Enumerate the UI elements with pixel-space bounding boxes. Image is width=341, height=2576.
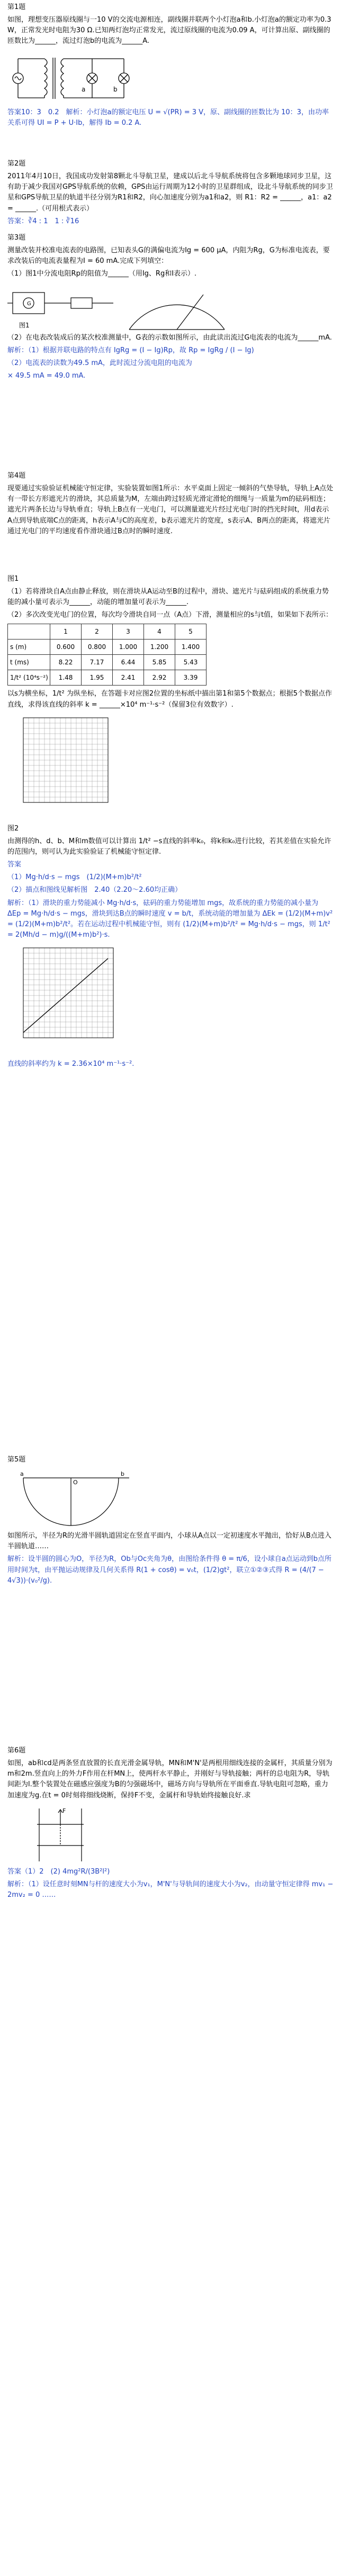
table-row [8,640,207,655]
question-4-answer-2: （2）描点和图线见解析图 2.40（2.20～2.60均正确） [7,886,182,894]
question-3 [7,233,334,383]
question-5-title: 第5题 [7,1456,26,1464]
question-4-sub2: （2）多次改变光电门的位置，每次均令滑块自同一点（A点）下滑，测量相应的s与t值，如果如下表所示： [7,611,333,619]
transformer-circuit-figure [7,49,140,107]
table-cell: 5.85 [144,655,175,670]
question-4 [7,471,334,1072]
question-6-answer-head: 答案（1）2 (2) 4mg²R/(3B²l²) [7,1867,110,1876]
table-cell: 1.95 [82,670,113,686]
question-1-answer: 答案10：3 0.2 解析：小灯泡a的额定电压 U = √(PR) = 3 V，原、副线圈的匝数比为 10：3，由功率关系可得 UI = P + U·Ib，解得 Ib = 0.2 A. [7,108,329,127]
answer-graph-figure [7,943,124,1059]
galvanometer-g-label: G [27,300,31,307]
question-2 [7,159,334,229]
question-4-sub4: 由测得的h、d、b、M和m数值可以计算出 1/t² −s直线的斜率k₀，将k和k₀进行比较，若其差值在实验允许的范围内，则可认为此实验验证了机械能守恒定律. [7,837,331,856]
lamp-b-label: b [113,85,118,93]
ammeter-figure [7,282,230,333]
question-4-answer-head: 答案 [7,861,22,869]
table-cell: 1.200 [144,640,175,655]
table-row [8,670,207,686]
empty-grid-figure [7,712,113,824]
question-3-answer-1: 解析：（1）根据并联电路的特点有 IgRg = (I − Ig)Rp，故 Rp = IgRg / (I − Ig) [7,346,254,354]
question-3-answer-2: （2）电流表的读数为49.5 mA，此时流过分流电阻的电流为 [7,359,192,367]
table-cell: 4 [144,624,175,640]
point-o-label: O [73,1479,78,1486]
table-cell: 2.92 [144,670,175,686]
rails-figure [7,1803,113,1867]
question-6-answer: 解析：（1）设任意时刻MN与杆的速度大小为v₁，M'N'与导轨间的速度大小为v₂，由动量守恒定律得 mv₁ − 2mv₂ = 0 …… [7,1880,334,1899]
figure-1-caption: 图1 [19,321,30,329]
table-cell: 2.41 [113,670,144,686]
lamp-a-label: a [82,85,86,93]
question-3-sub1: （1）图1中分流电阻Rp的阻值为______（用Ig、Rg和I表示）. [7,270,197,278]
table-cell: 7.17 [82,655,113,670]
table-row [8,655,207,670]
table-cell: t (ms) [8,655,50,670]
figure-1-label: 图1 [7,574,19,583]
table-cell: 3 [113,624,144,640]
table-cell: 1.400 [175,640,207,655]
table-cell [8,624,50,640]
question-5 [7,1455,334,1588]
table-cell: 2 [82,624,113,640]
question-4-title: 第4题 [7,472,26,480]
question-4-answer-1: （1）Mg·h/d·s − mgs (1/2)(M+m)b²/t² [7,873,142,882]
question-1 [7,2,334,131]
table-cell: 6.44 [113,655,144,670]
question-6-text: 如图，ab和cd是两条竖直放置的长直光滑金属导轨，MN和M'N'是两根用细线连接的金属杆，其质量分别为m和2m.竖直向上的外力F作用在杆MN上，使两杆水平静止，并刚好与导轨接触；两杆的总电阻为R，导轨间距为l.整个装置处在磁感应强度为B的匀强磁场中，磁场方向与导轨所在平面垂直.导轨电阻可忽略，重力加速度为g.在t = 0时刻将细线烧断，保持F不变，金属杆和导轨始终接触良好.求 [7,1759,333,1799]
question-3-sub2: （2）在电表改装成后的某次校准测量中，G表的示数如图所示，由此读出流过G电流表的电流为______mA. [7,333,332,342]
question-4-sub3: 以s为横坐标，1/t² 为纵坐标，在答题卡对应图2位置的坐标纸中描出第1和第5个数据点；根据5个数据点作直线，求得该直线的斜率 k = ______×10⁴ m⁻¹·s⁻²（保留3位有效数字）. [7,690,332,709]
question-4-text: 现要通过实验验证机械能守恒定律，实验装置如图1所示：水平桌面上固定一倾斜的气垫导轨，导轨上A点处有一带长方形遮光片的滑块，其总质量为M，左端由跨过轻质光滑定滑轮的细绳与一质量为m的砝码相连；遮光片两条长边与导轨垂直；导轨上B点有一光电门，可以测量遮光片经过光电门时的挡光时间t，用d表示A点到导轨底端C点的距离，h表示A与C的高度差，b表示遮光片的宽度，s表示A、B两点的距离，将遮光片通过光电门的平均速度看作滑块通过B点时的瞬时速度. [7,485,334,535]
question-5-text: 如图所示，半径为R的光滑半圆轨道固定在竖直平面内，小球从A点以一定初速度水平抛出，恰好从B点进入半圆轨道…… [7,1532,331,1551]
question-1-text: 如图，理想变压器原线圈与一10 V的交流电源相连，副线圈并联两个小灯泡a和b.小灯泡a的额定功率为0.3 W，正常发光时电阻为30 Ω.已知两灯泡均正常发光，流过原线圈的电流为0.09 A，可计算出原、副线圈的匝数比为______，流过灯泡b的电流为______A. [7,16,331,45]
table-cell: 5.43 [175,655,207,670]
force-f-label: F [62,1807,66,1814]
question-5-answer: 解析：设半圆的圆心为O，半径为R，Ob与Oc夹角为θ，由图给条件得 θ = π/6，设小球自a点运动到b点所用时间为t，由平抛运动规律及几何关系得 R(1 + cosθ) = v₀t，(1/2)gt²，联立①②③式得 R = (4/(7 − 4√3))·(v₀²/g). [7,1555,332,1585]
question-4-analysis: 解析：（1）滑块的重力势能减小 Mg·h/d·s，砝码的重力势能增加 mgs，故系统的重力势能的减小量为 ΔEp = Mg·h/d·s − mgs，滑块到达B点的瞬时速度 v = b/t，系统动能的增加量为 ΔEk = (1/2)(M+m)v² = (1/2)(M+m)b²/t²。若在运动过程中机械能守恒，则有 (1/2)(M+m)b²/t² = Mg·h/d·s − mgs，则 1/t² = 2(Mh/d − m)g/((M+m)b²)·s. [7,899,333,939]
measurement-table [7,624,207,686]
table-cell: 1.48 [50,670,82,686]
question-2-text: 2011年4月10日，我国成功发射第8颗北斗导航卫星，建成以后北斗导航系统将包含多颗地球同步卫星，这有助于减少我国对GPS导航系统的依赖，GPS由运行周期为12小时的卫星群组成，设北斗导航系统的同步卫星和GPS导航卫星的轨道半径分别为R1和R2，向心加速度分别为a1和a2，则 R1：R2 = ______，a1：a2 = ______.（可用根式表示） [7,172,333,213]
question-4-sub1: （1）若将滑块自A点由静止释放，则在滑块从A运动至B的过程中，滑块、遮光片与砝码组成的系统重力势能的减小量可表示为______，动能的增加量可表示为______. [7,587,329,607]
table-cell: 8.22 [50,655,82,670]
point-a-label: a [20,1470,24,1478]
question-1-title: 第1题 [7,3,26,11]
table-cell: 1/t² (10⁴s⁻²) [8,670,50,686]
question-2-title: 第2题 [7,160,26,168]
table-cell: s (m) [8,640,50,655]
question-4-graph-note: 直线的斜率约为 k = 2.36×10⁴ m⁻¹·s⁻². [7,1060,134,1068]
table-cell: 1.000 [113,640,144,655]
table-header-row [8,624,207,640]
question-3-text: 测量改装并校准电流表的电路图，已知表头G的满偏电流为Ig = 600 μA，内阻为Rg，G为标准电流表，要求改装后的电流表量程为I = 60 mA.完成下列填空： [7,246,330,266]
question-3-answer-3: × 49.5 mA = 49.0 mA. [7,371,86,380]
question-6 [7,1746,334,1903]
table-cell: 0.800 [82,640,113,655]
question-6-title: 第6题 [7,1747,26,1755]
table-cell: 0.600 [50,640,82,655]
question-2-answer: 答案：∛4 : 1 1 : ∛16 [7,217,79,225]
point-b-label: b [121,1470,124,1478]
semicircle-track-figure [7,1467,145,1531]
question-3-title: 第3题 [7,234,26,242]
table-cell: 5 [175,624,207,640]
table-cell: 1 [50,624,82,640]
figure-2-label: 图2 [7,824,19,833]
table-cell: 3.39 [175,670,207,686]
